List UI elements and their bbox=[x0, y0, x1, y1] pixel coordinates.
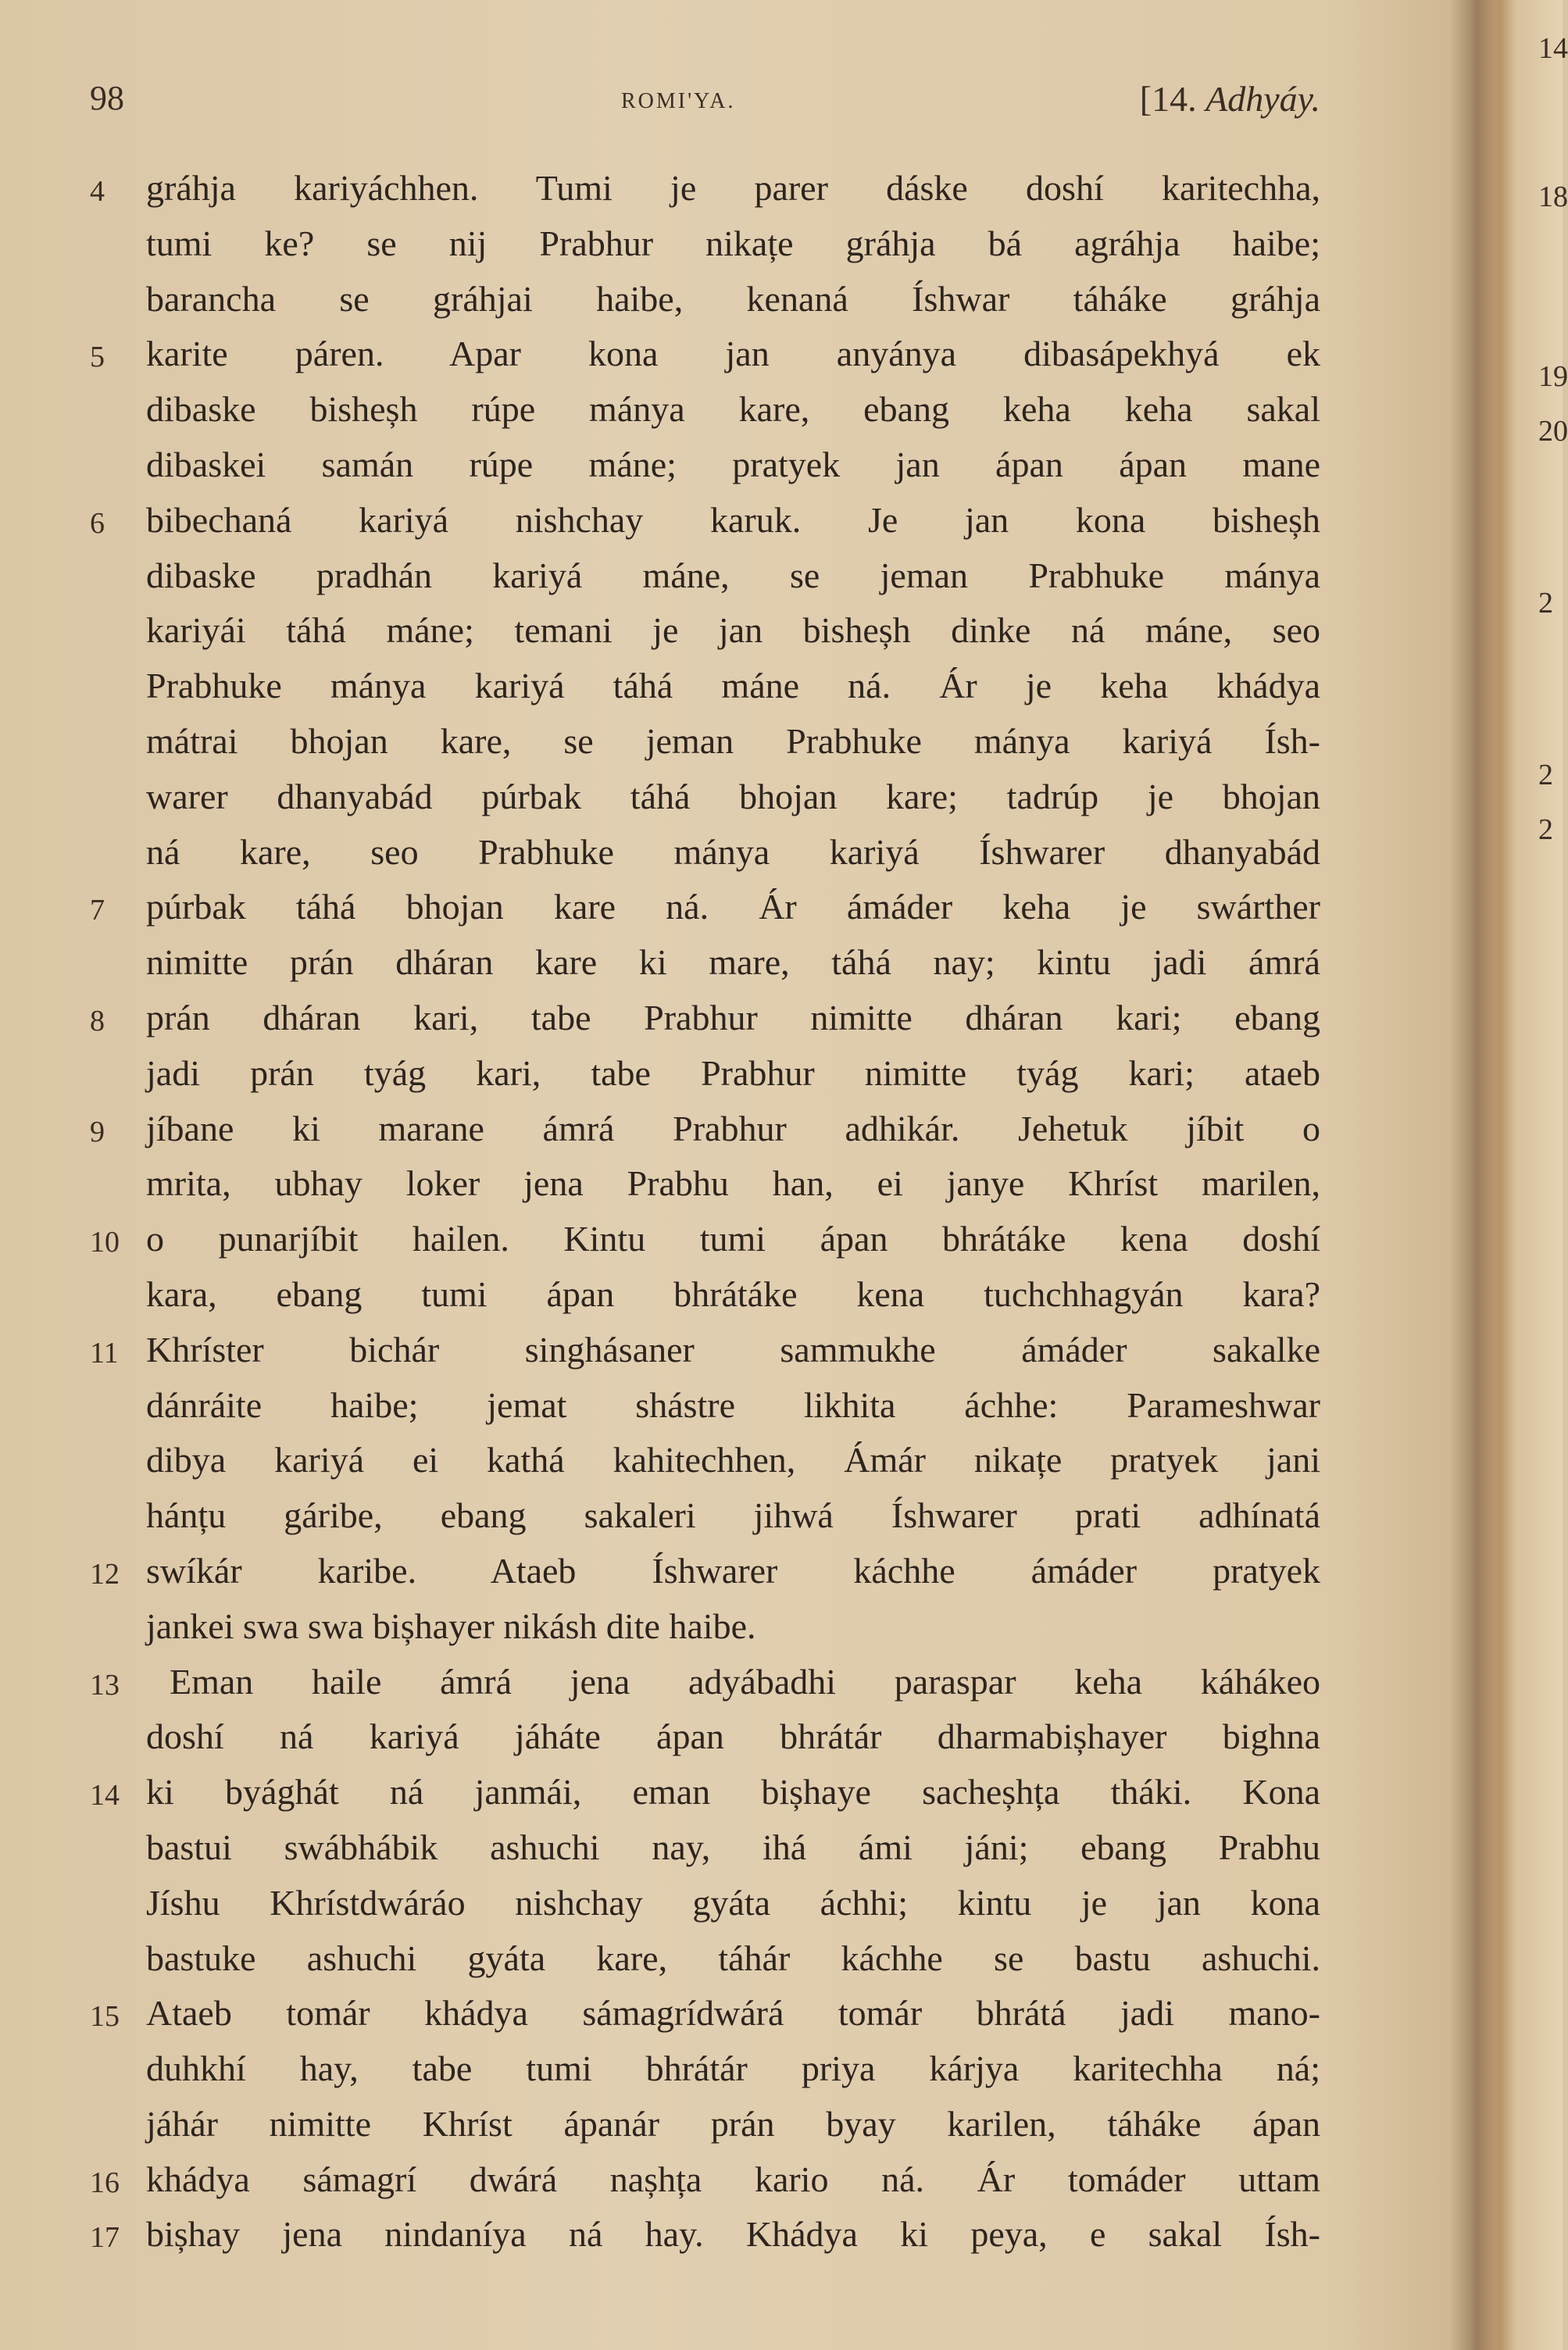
text-line bbox=[90, 1655, 1320, 1710]
line-text: swíkár karibe. Ataeb Íshwarer káchhe ámáder pratyek bbox=[146, 1550, 1320, 1591]
text-line bbox=[90, 2207, 1320, 2262]
line-text: gráhja kariyáchhen. Tumi je parer dáske doshí karitechha, bbox=[146, 168, 1320, 208]
verse-number: 7 bbox=[90, 894, 105, 927]
text-line bbox=[90, 1599, 1320, 1655]
line-text: hánțu gáribe, ebang sakaleri jihwá Íshwarer prati adhínatá bbox=[146, 1495, 1320, 1536]
verse-number: 5 bbox=[90, 341, 105, 374]
text-line bbox=[90, 714, 1320, 770]
line-text: kara, ebang tumi ápan bhrátáke kena tuchchhagyán kara? bbox=[146, 1273, 1320, 1314]
line-text: bișhay jena nindaníya ná hay. Khádya ki peya, e sakal Ísh- bbox=[146, 2214, 1320, 2255]
text-line bbox=[90, 2041, 1320, 2097]
text-line bbox=[90, 2152, 1320, 2208]
text-line bbox=[90, 1709, 1320, 1765]
verse-number: 13 bbox=[90, 1668, 120, 1702]
line-text: Ataeb tomár khádya sámagrídwárá tomár bhrátá jadi mano- bbox=[146, 1993, 1320, 2034]
line-text: nimitte prán dháran kare ki mare, táhá nay; kintu jadi ámrá bbox=[146, 942, 1320, 983]
chapter-word: Adhyáy. bbox=[1205, 79, 1320, 119]
text-line bbox=[90, 1267, 1320, 1323]
line-text: duhkhí hay, tabe tumi bhrátár priya kárjya karitechha ná; bbox=[146, 2048, 1320, 2089]
running-title: ROMI'YA. bbox=[621, 89, 736, 113]
facing-page-fragment: 2 bbox=[1538, 759, 1553, 791]
verse-number: 8 bbox=[90, 1004, 105, 1038]
line-text: bibechaná kariyá nishchay karuk. Je jan kona bisheșh bbox=[146, 499, 1320, 540]
line-text: dibya kariyá ei kathá kahitechhen, Ámár nikațe pratyek jani bbox=[146, 1440, 1320, 1480]
verse-number: 14 bbox=[90, 1779, 120, 1812]
text-line bbox=[90, 2097, 1320, 2152]
text-line bbox=[90, 1488, 1320, 1544]
line-text: bastui swábhábik ashuchi nay, ihá ámi jáni; ebang Prabhu bbox=[146, 1827, 1320, 1867]
facing-page-fragment: 18 bbox=[1538, 180, 1568, 213]
line-text: Jíshu Khrístdwáráo nishchay gyáta áchhi; kintu je jan kona bbox=[146, 1882, 1320, 1923]
text-line bbox=[90, 272, 1320, 327]
text-line bbox=[90, 1876, 1320, 1931]
verse-number: 12 bbox=[90, 1557, 120, 1591]
line-text: khádya sámagrí dwárá nașhța kario ná. Ár tomáder uttam bbox=[146, 2159, 1320, 2199]
chapter-reference bbox=[1140, 78, 1320, 120]
line-text: púrbak táhá bhojan kare ná. Ár ámáder keha je swárther bbox=[146, 887, 1320, 927]
text-line bbox=[90, 438, 1320, 493]
verse-number: 16 bbox=[90, 2166, 120, 2199]
text-line bbox=[90, 991, 1320, 1046]
line-text: mrita, ubhay loker jena Prabhu han, ei janye Khríst marilen, bbox=[146, 1163, 1320, 1204]
page-number: 98 bbox=[90, 79, 124, 117]
text-line bbox=[90, 603, 1320, 659]
facing-page-fragment: 14 bbox=[1538, 32, 1568, 65]
verse-number: 17 bbox=[90, 2221, 120, 2255]
text-line bbox=[90, 1986, 1320, 2041]
verse-number: 6 bbox=[90, 506, 105, 540]
line-text: dánráite haibe; jemat shástre likhita áchhe: Parameshwar bbox=[146, 1384, 1320, 1425]
line-text: karite páren. Apar kona jan anyánya dibasápekhyá ek bbox=[146, 334, 1320, 374]
line-text: dibaske bisheșh rúpe mánya kare, ebang keha keha sakal bbox=[146, 389, 1320, 430]
text-line bbox=[90, 1156, 1320, 1212]
line-text: dibaskei samán rúpe máne; pratyek jan ápan ápan mane bbox=[146, 444, 1320, 484]
text-line bbox=[90, 1102, 1320, 1157]
line-text: doshí ná kariyá jáháte ápan bhrátár dharmabișhayer bighna bbox=[146, 1716, 1320, 1757]
line-text: dibaske pradhán kariyá máne, se jeman Prabhuke mánya bbox=[146, 555, 1320, 595]
line-text: o punarjíbit hailen. Kintu tumi ápan bhrátáke kena doshí bbox=[146, 1219, 1320, 1259]
text-line bbox=[90, 161, 1320, 216]
verse-number: 9 bbox=[90, 1115, 105, 1148]
text-line bbox=[90, 1544, 1320, 1599]
line-text: jankei swa swa bișhayer nikásh dite haibe. bbox=[146, 1605, 756, 1646]
verse-number: 10 bbox=[90, 1226, 120, 1259]
text-line bbox=[90, 216, 1320, 272]
line-text: Prabhuke mánya kariyá táhá máne ná. Ár je keha khádya bbox=[146, 666, 1320, 706]
line-text: warer dhanyabád púrbak táhá bhojan kare; tadrúp je bhojan bbox=[146, 776, 1320, 816]
text-line bbox=[90, 1323, 1320, 1378]
line-text: kariyái táhá máne; temani je jan bisheșh dinke ná máne, seo bbox=[146, 610, 1320, 651]
line-text: Khríster bichár singhásaner sammukhe ámáder sakalke bbox=[146, 1329, 1320, 1370]
text-line bbox=[90, 493, 1320, 548]
text-line bbox=[90, 1765, 1320, 1820]
line-text: ná kare, seo Prabhuke mánya kariyá Íshwarer dhanyabád bbox=[146, 831, 1320, 872]
text-line bbox=[90, 1212, 1320, 1267]
text-line bbox=[90, 1433, 1320, 1488]
body-text bbox=[90, 161, 1320, 2262]
line-text: prán dháran kari, tabe Prabhur nimitte dháran kari; ebang bbox=[146, 997, 1320, 1038]
verse-number: 11 bbox=[90, 1336, 119, 1370]
line-text: jáhár nimitte Khríst ápanár prán byay karilen, táháke ápan bbox=[146, 2103, 1320, 2144]
line-text: Eman haile ámrá jena adyábadhi paraspar keha káhákeo bbox=[170, 1661, 1320, 1702]
facing-page-fragment: 19 bbox=[1538, 360, 1568, 393]
line-text: ki byághát ná janmái, eman bișhaye sacheșhța tháki. Kona bbox=[146, 1772, 1320, 1812]
text-line bbox=[90, 1378, 1320, 1434]
text-line bbox=[90, 382, 1320, 438]
text-line bbox=[90, 548, 1320, 604]
facing-page-fragment: 2 bbox=[1538, 587, 1553, 620]
text-line bbox=[90, 1820, 1320, 1876]
text-line bbox=[90, 935, 1320, 991]
text-line bbox=[90, 327, 1320, 382]
line-text: jíbane ki marane ámrá Prabhur adhikár. Jehetuk jíbit o bbox=[146, 1108, 1320, 1148]
page-header bbox=[90, 78, 1320, 133]
text-line bbox=[90, 1931, 1320, 1987]
line-text: tumi ke? se nij Prabhur nikațe gráhja bá agráhja haibe; bbox=[146, 223, 1320, 263]
text-line bbox=[90, 770, 1320, 825]
verse-number: 15 bbox=[90, 2000, 120, 2034]
line-text: jadi prán tyág kari, tabe Prabhur nimitte tyág kari; ataeb bbox=[146, 1052, 1320, 1093]
facing-page-fragment: 2 bbox=[1538, 813, 1553, 846]
text-line bbox=[90, 1046, 1320, 1102]
line-text: bastuke ashuchi gyáta kare, táhár káchhe se bastu ashuchi. bbox=[146, 1938, 1320, 1978]
text-line bbox=[90, 825, 1320, 880]
facing-page-fragment: 20 bbox=[1538, 415, 1568, 448]
text-line bbox=[90, 880, 1320, 935]
chapter-number: [14. bbox=[1139, 79, 1197, 119]
verse-number: 4 bbox=[90, 175, 105, 208]
text-line bbox=[90, 659, 1320, 714]
line-text: barancha se gráhjai haibe, kenaná Íshwar táháke gráhja bbox=[146, 278, 1320, 319]
facing-page-margin bbox=[1535, 0, 1568, 2350]
line-text: mátrai bhojan kare, se jeman Prabhuke mánya kariyá Ísh- bbox=[146, 720, 1320, 761]
